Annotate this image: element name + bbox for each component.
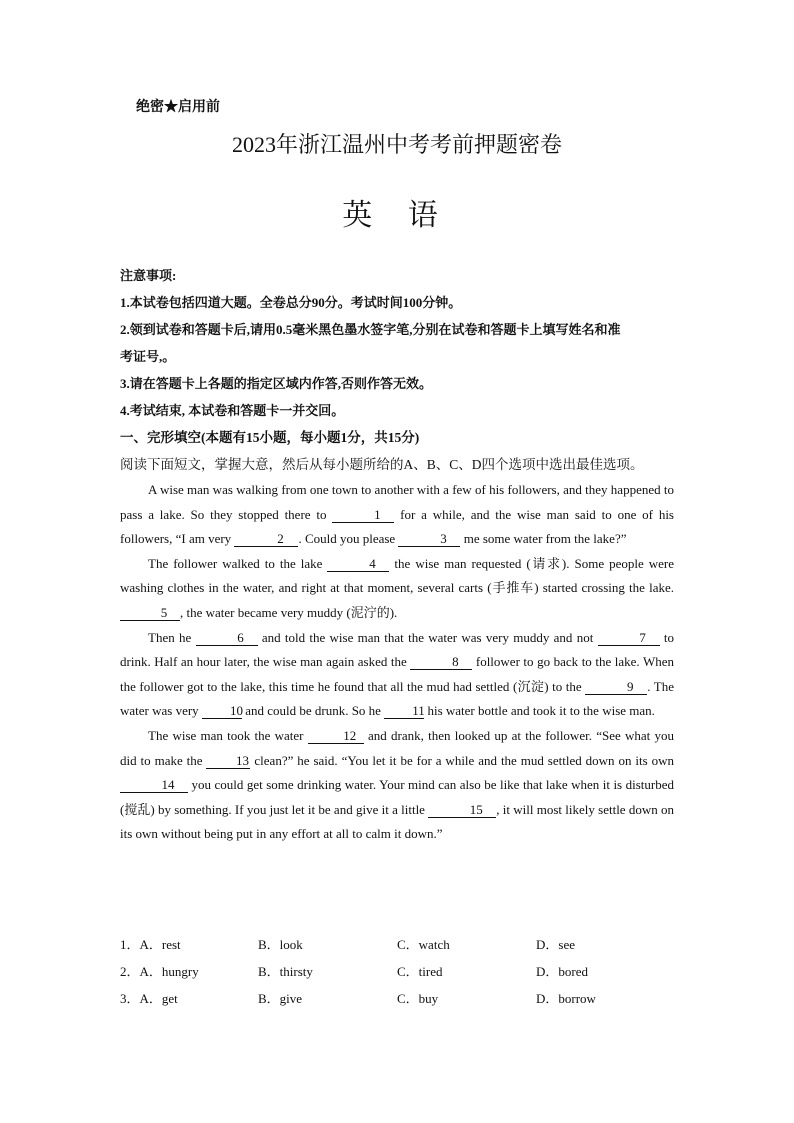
section-heading: 一、完形填空(本题有15小题，每小题1分，共15分)	[120, 430, 420, 445]
question-option-d: D．borrow	[536, 991, 596, 1006]
note-item-2: 2.领到试卷和答题卡后,请用0.5毫米黑色墨水签字笔,分别在试卷和答题卡上填写姓名和准	[120, 322, 621, 337]
blank-7: 7	[598, 630, 660, 646]
confidential-label: 绝密★启用前	[136, 100, 220, 115]
exam-title: 2023年浙江温州中考考前押题密卷	[231, 132, 562, 157]
blank-8: 8	[410, 654, 472, 670]
blank-15: 15	[428, 802, 496, 818]
question-option-b: B．look	[258, 937, 303, 952]
blank-1: 1	[332, 507, 394, 523]
question-option-a: 1．A．rest	[120, 937, 181, 952]
question-option-a: 3．A．get	[120, 991, 178, 1006]
question-option-d: D．see	[536, 937, 575, 952]
notes-section	[120, 262, 680, 424]
blank-12: 12	[308, 728, 364, 744]
blank-13: 13	[206, 753, 250, 769]
question-option-a: 2．A．hungry	[120, 964, 199, 979]
subject-title: 英 语	[342, 199, 452, 232]
blank-10: 10	[202, 703, 242, 719]
blank-11: 11	[384, 703, 424, 719]
question-row	[120, 984, 636, 1011]
notes-heading: 注意事项:	[120, 268, 177, 283]
blank-6: 6	[196, 630, 258, 646]
blank-2: 2	[234, 531, 298, 547]
passage-paragraph-3: Then he 6 and told the wise man that the water was very muddy and not 7 to drink. Half an hour later, the wise man again asked the 8 follower to go back to the lake. When the follower got to the lake, this time he found that all the mud had settled (沉淀) to the 9 . The water was very 10 and could be drunk. So he 11 his water bottle and took it to the wise man.	[120, 629, 674, 719]
note-item-2-continued: 考证号,。	[120, 349, 176, 364]
passage-paragraph-2: The follower walked to the lake 4 the wise man requested (请求). Some people were washing clothes in the water, and right at that moment, several carts (手推车) started crossing the lake. 5 , the water became very muddy (泥泞的).	[120, 555, 674, 620]
question-row	[120, 930, 636, 957]
section-instruction: 阅读下面短文，掌握大意，然后从每小题所给的A、B、C、D四个选项中选出最佳选项。	[120, 457, 644, 472]
cloze-passage	[120, 478, 674, 847]
question-option-c: C．buy	[397, 991, 439, 1006]
question-options	[120, 930, 636, 1011]
blank-9: 9	[585, 679, 647, 695]
passage-paragraph-1: A wise man was walking from one town to another with a few of his followers, and they happened to pass a lake. So they stopped there to 1 for a while, and the wise man said to one of his followers, “I am very 2 . Could you please 3 me some water from the lake?”	[120, 482, 674, 547]
blank-14: 14	[120, 777, 188, 793]
blank-5: 5	[120, 605, 180, 621]
question-option-b: B．give	[258, 991, 303, 1006]
question-option-c: C．tired	[397, 964, 443, 979]
note-item-1: 1.本试卷包括四道大题。全卷总分90分。考试时间100分钟。	[120, 295, 462, 310]
question-option-c: C．watch	[397, 937, 450, 952]
question-option-d: D．bored	[536, 964, 588, 979]
question-row	[120, 957, 636, 984]
blank-4: 4	[327, 556, 389, 572]
passage-paragraph-4: The wise man took the water 12 and drank, then looked up at the follower. “See what you did to make the 13 clean?” he said. “You let it be for a while and the mud settled down on its own 14 you could get some drinking water. Your mind can also be like that lake when it is disturbed (搅乱) by something. If you just let it be and give it a little 15 , it will most likely settle down on its own without being put in any effort at all to calm it down.”	[120, 727, 674, 842]
note-item-3: 3.请在答题卡上各题的指定区域内作答,否则作答无效。	[120, 376, 433, 391]
question-option-b: B．thirsty	[258, 964, 313, 979]
blank-3: 3	[398, 531, 460, 547]
note-item-4: 4.考试结束, 本试卷和答题卡一并交回。	[120, 403, 345, 418]
